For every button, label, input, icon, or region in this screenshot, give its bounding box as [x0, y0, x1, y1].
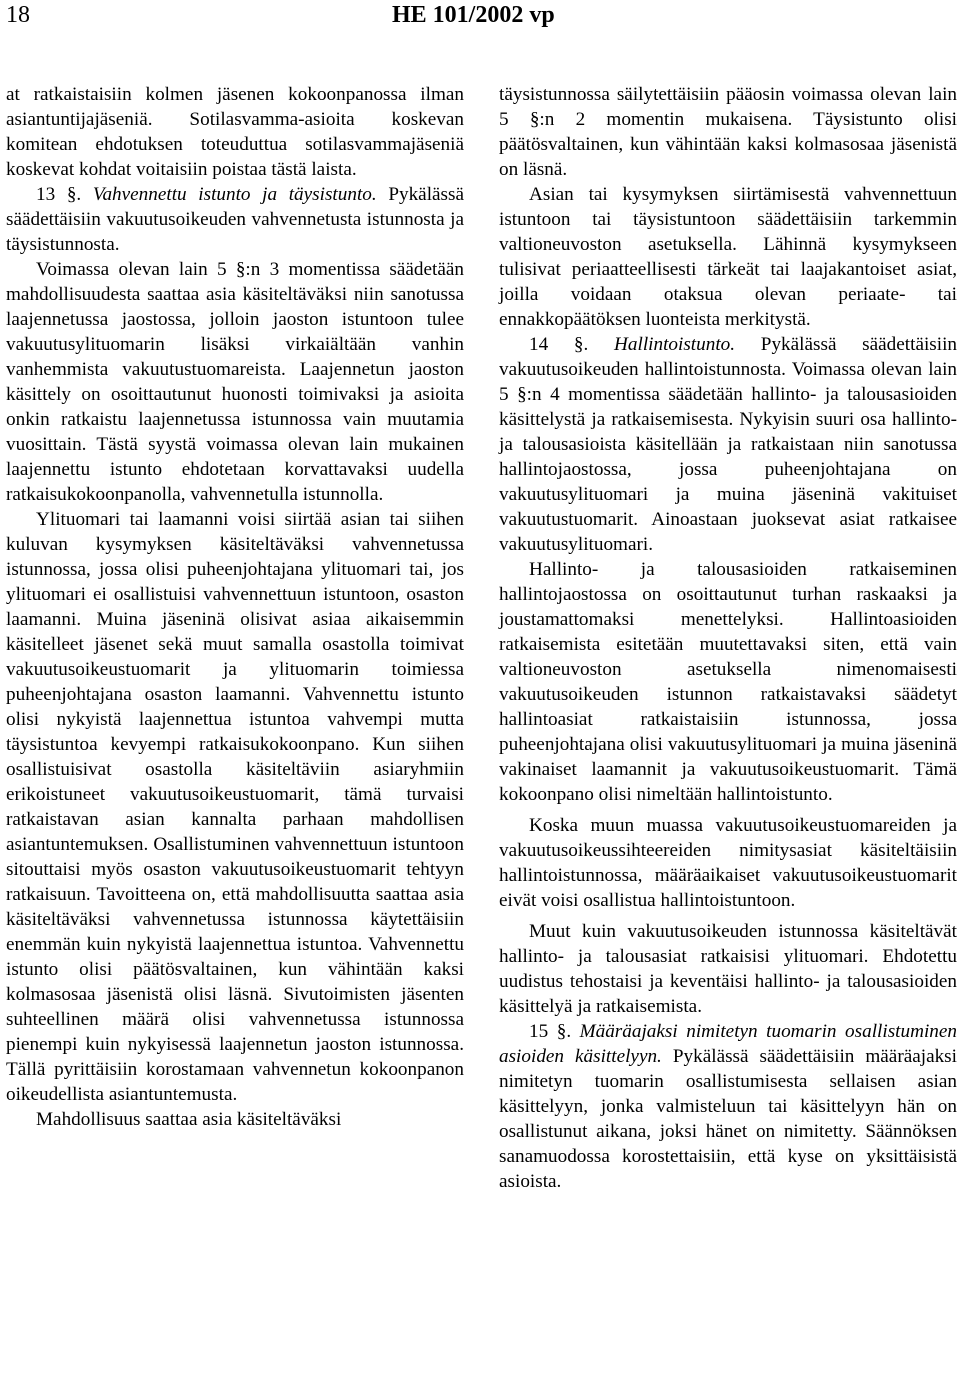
- paragraph: Ylituomari tai laamanni voisi siirtää asian tai siihen kuluvan kysymyksen käsiteltäväksi vahvennetussa istunnossa, jossa olisi puheenjohtajana ylituomari tai, jos ylituomari ei osallistuisi vahvennettuun istuntoon, osaston laamanni. Muina jäseninä olisivat asiaa aikaisemmin käsitelleet jäsenet sekä muut samalla osastolla toimivat vakuutusoikeustuomarit ja ylituomarin toimiessa puheenjohtajana osaston laamanni. Vahvennettu istunto olisi nykyistä laajennettua istuntoa vahvempi mutta täysistuntoa kevyempi ratkaisukokoonpano. Kun siihen osallistuisivat osastolla käsiteltäviin asiaryhmiin erikoistuneet vakuutusoikeustuomarit, tämä turvaisi ratkaistavan asian kannalta parhaan mahdollisen asiantuntemuksen. Osallistuminen vahvennettuun istuntoon sitouttaisi myös osaston vakuutusoikeustuomarit tehtyyn ratkaisuun. Tavoitteena on, että mahdollisuutta saattaa asia käsiteltäväksi vahvennetussa istunnossa käytettäisiin enemmän kuin nykyistä laajennettua istuntoa. Vahvennettu istunto olisi päätösvaltainen, kun vähintään kaksi kolmasosaa jäsenistä olisi läsnä. Sivutoimisten jäsenten suhteellinen määrä olisi vahvennetussa istunnossa pienempi kuin nykyisessä laajennetun jaoston istunnossa. Tällä pyrittäisiin korostamaan vahvennetun kokoonpanon oikeudellista asiantuntemusta.: [6, 509, 464, 1105]
- left-column: [6, 82, 464, 1132]
- section-number: 13 §.: [36, 184, 82, 205]
- paragraph: at ratkaistaisiin kolmen jäsenen kokoonpanossa ilman asiantuntijajäseniä. Sotilasvamma-asioita koskevan komitean ehdotuksen toteuduttua sotilasvammajäseniä koskevat kohdat voitaisiin poistaa tästä laista.: [6, 84, 464, 180]
- document-id: HE 101/2002 vp: [392, 2, 555, 28]
- paragraph: Voimassa olevan lain 5 §:n 3 momentissa säädetään mahdollisuudesta saattaa asia käsiteltäväksi niin sanotussa laajennetussa jaostossa, jolloin jaoston istuntoon tulee vakuutusylituomarin lisäksi virkaiältään vanhin vanhemmista vakuutustuomareista. Laajennetun jaoston käsittely on osoittautunut huonosti toimivaksi ja asioita onkin ratkaistu laajennetussa istunnossa vain muutamia vuosittain. Tästä syystä voimassa olevan lain mukainen laajennettu istunto ehdotetaan korvattavaksi uudella ratkaisukokoonpanolla, vahvennetulla istunnolla.: [6, 259, 464, 505]
- section-text: Pykälässä säädettäisiin vakuutusoikeuden hallintoistunnosta. Voimassa olevan lain 5 §:n 4 momentissa säädetään hallinto- ja talousasioiden käsittelystä ja ratkaisemisesta. Nykyisin suuri osa hallinto- ja talousasioista käsitellään ja ratkaistaan niin sanotussa hallintojaostossa, jossa puheenjohtajana on vakuutusylituomari ja muina jäseninä vakituiset vakuutustuomarit. Ainoastaan juoksevat asiat ratkaisee vakuutusylituomari.: [499, 334, 958, 555]
- page-header: [0, 0, 960, 40]
- section-15: [499, 1019, 957, 1194]
- section-number: 14 §.: [529, 334, 589, 355]
- page-number: 18: [6, 2, 30, 28]
- section-title: Hallintoistunto.: [614, 334, 736, 355]
- paragraph: Mahdollisuus saattaa asia käsiteltäväksi: [36, 1109, 342, 1130]
- section-number: 15 §.: [529, 1021, 572, 1042]
- paragraph: Asian tai kysymyksen siirtämisestä vahvennettuun istuntoon tai täysistuntoon säädettäisiin tarkemmin valtioneuvoston asetuksella. Lähinnä kysymykseen tulisivat periaatteellisesti tärkeät tai laajakantoiset asiat, joilla voidaan otaksua olevan periaate- tai ennakkopäätöksen luonteista merkitystä.: [499, 184, 957, 330]
- section-text: Pykälässä säädettäisiin määräajaksi nimitetyn tuomarin osallistumisesta sellaisen asian käsittelyyn, jonka valmisteluun tai käsittelyyn hän on osallistunut aikana, joksi hänet on nimitetty. Säännöksen sanamuodossa korostettaisiin, että kyse on yksittäisistä asioista.: [499, 1046, 957, 1192]
- paragraph: Hallinto- ja talousasioiden ratkaiseminen hallintojaostossa on osoittautunut turhan raskaaksi ja joustamattomaksi menettelyksi. Hallintoasioiden ratkaisemista esitetään muutettavaksi siten, että vain valtioneuvoston asetuksella nimenomaisesti vakuutusoikeuden istunnon ratkaistavaksi säädetyt hallintoasiat ratkaistaisiin istunnossa, jossa puheenjohtajana olisi vakuutusylituomari ja muina jäseninä vakinaiset laamannit ja vakuutusoikeustuomarit. Tämä kokoonpano olisi nimeltään hallintoistunto.: [499, 559, 957, 805]
- section-14: [499, 332, 957, 557]
- section-13: [6, 182, 464, 257]
- section-title: Vahvennettu istunto ja täysistunto.: [92, 184, 377, 205]
- section-text: Pykälässä säädettäisiin vakuutusoikeuden vahvennetusta istunnosta ja täysistunnosta.: [6, 184, 464, 255]
- paragraph: täysistunnossa säilytettäisiin pääosin voimassa olevan lain 5 §:n 2 momentin mukaisena. Täysistunto olisi päätösvaltainen, kun vähintään kaksi kolmasosaa jäsenistä on läsnä.: [499, 84, 957, 180]
- right-column: [499, 82, 957, 1194]
- paragraph: Koska muun muassa vakuutusoikeustuomareiden ja vakuutusoikeussihteereiden nimitysasiat käsiteltäisiin hallintoistunnossa, määräaikaiset vakuutusoikeustuomarit eivät voisi osallistua hallintoistuntoon.: [499, 815, 957, 911]
- section-title: Määräajaksi nimitetyn tuomarin osallistuminen asioiden käsittelyyn.: [499, 1021, 957, 1067]
- paragraph: Muut kuin vakuutusoikeuden istunnossa käsiteltävät hallinto- ja talousasiat ratkaisisi ylituomari. Ehdotettu uudistus tehostaisi ja keventäisi hallinto- ja talousasioiden käsittelyä ja ratkaisemista.: [499, 921, 957, 1017]
